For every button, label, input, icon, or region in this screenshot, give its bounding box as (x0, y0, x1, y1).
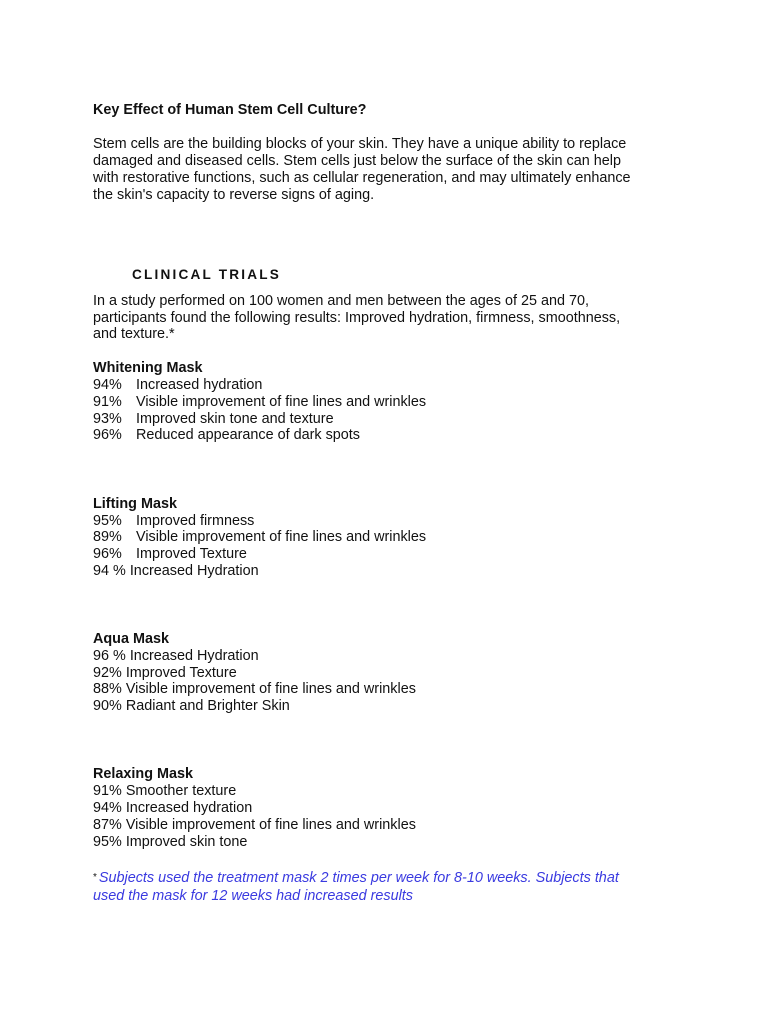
footnote-text: Subjects used the treatment mask 2 times per week for 8-10 weeks. Subjects that (98, 870, 619, 886)
result-percent: 93% (93, 411, 122, 427)
result-text: Increased Hydration (129, 648, 259, 664)
footnote-line: used the mask for 12 weeks had increased results (93, 888, 413, 904)
clinical-trials-title: CLINICAL TRIALS (132, 267, 282, 282)
footnote-asterisk: * (93, 872, 97, 883)
result-percent: 87% (93, 817, 122, 833)
result-row (93, 783, 236, 800)
result-text: Improved Texture (136, 546, 247, 562)
result-row (93, 377, 262, 394)
result-percent: 90% (93, 698, 122, 714)
result-row (93, 648, 259, 665)
mask-name-relaxing: Relaxing Mask (93, 766, 193, 782)
result-percent: 89% (93, 529, 122, 545)
result-row (93, 394, 426, 411)
result-row (93, 800, 252, 817)
intro-line: damaged and diseased cells. Stem cells just below the surface of the skin can help (93, 153, 621, 169)
result-text: Increased hydration (125, 800, 253, 816)
result-text: Visible improvement of fine lines and wrinkles (136, 394, 427, 410)
mask-name-aqua: Aqua Mask (93, 631, 169, 647)
mask-name-lifting: Lifting Mask (93, 496, 177, 512)
result-row (93, 427, 360, 444)
intro-line: Stem cells are the building blocks of your skin. They have a unique ability to replace (93, 136, 627, 152)
intro-line: with restorative functions, such as cellular regeneration, and may ultimately enhance (93, 170, 631, 186)
result-row (93, 817, 416, 834)
result-row (93, 834, 247, 851)
result-text: Improved Texture (125, 665, 237, 681)
result-percent: 96 % (93, 648, 126, 664)
result-percent: 96% (93, 546, 122, 562)
result-text: Increased Hydration (129, 563, 259, 579)
result-text: Improved skin tone (125, 834, 248, 850)
result-text: Increased hydration (136, 377, 263, 393)
result-percent: 96% (93, 427, 122, 443)
result-percent: 95% (93, 834, 122, 850)
result-percent: 88% (93, 681, 122, 697)
result-text: Radiant and Brighter Skin (125, 698, 290, 714)
result-row (93, 546, 247, 563)
result-percent: 94 % (93, 563, 126, 579)
result-text: Improved firmness (136, 513, 255, 529)
result-row (93, 411, 334, 428)
mask-name-whitening: Whitening Mask (93, 360, 203, 376)
result-row (93, 563, 259, 580)
result-row (93, 665, 237, 682)
result-row (93, 681, 416, 698)
result-text: Reduced appearance of dark spots (136, 427, 361, 443)
result-percent: 91% (93, 394, 122, 410)
result-text: Visible improvement of fine lines and wrinkles (136, 529, 427, 545)
result-percent: 92% (93, 665, 122, 681)
intro-line: the skin's capacity to reverse signs of aging. (93, 187, 375, 203)
study-line: participants found the following results: Improved hydration, firmness, smoothness, (93, 310, 621, 326)
result-text: Improved skin tone and texture (136, 411, 334, 427)
footnote-line (93, 868, 619, 888)
result-row (93, 529, 426, 546)
result-text: Smoother texture (125, 783, 237, 799)
result-percent: 94% (93, 800, 122, 816)
result-percent: 94% (93, 377, 122, 393)
page-title: Key Effect of Human Stem Cell Culture? (93, 102, 367, 118)
result-text: Visible improvement of fine lines and wrinkles (125, 681, 416, 697)
result-row (93, 698, 290, 715)
result-text: Visible improvement of fine lines and wrinkles (125, 817, 416, 833)
study-line: and texture.* (93, 326, 175, 342)
result-percent: 91% (93, 783, 122, 799)
study-line: In a study performed on 100 women and men between the ages of 25 and 70, (93, 293, 590, 309)
result-row (93, 513, 254, 530)
result-percent: 95% (93, 513, 122, 529)
